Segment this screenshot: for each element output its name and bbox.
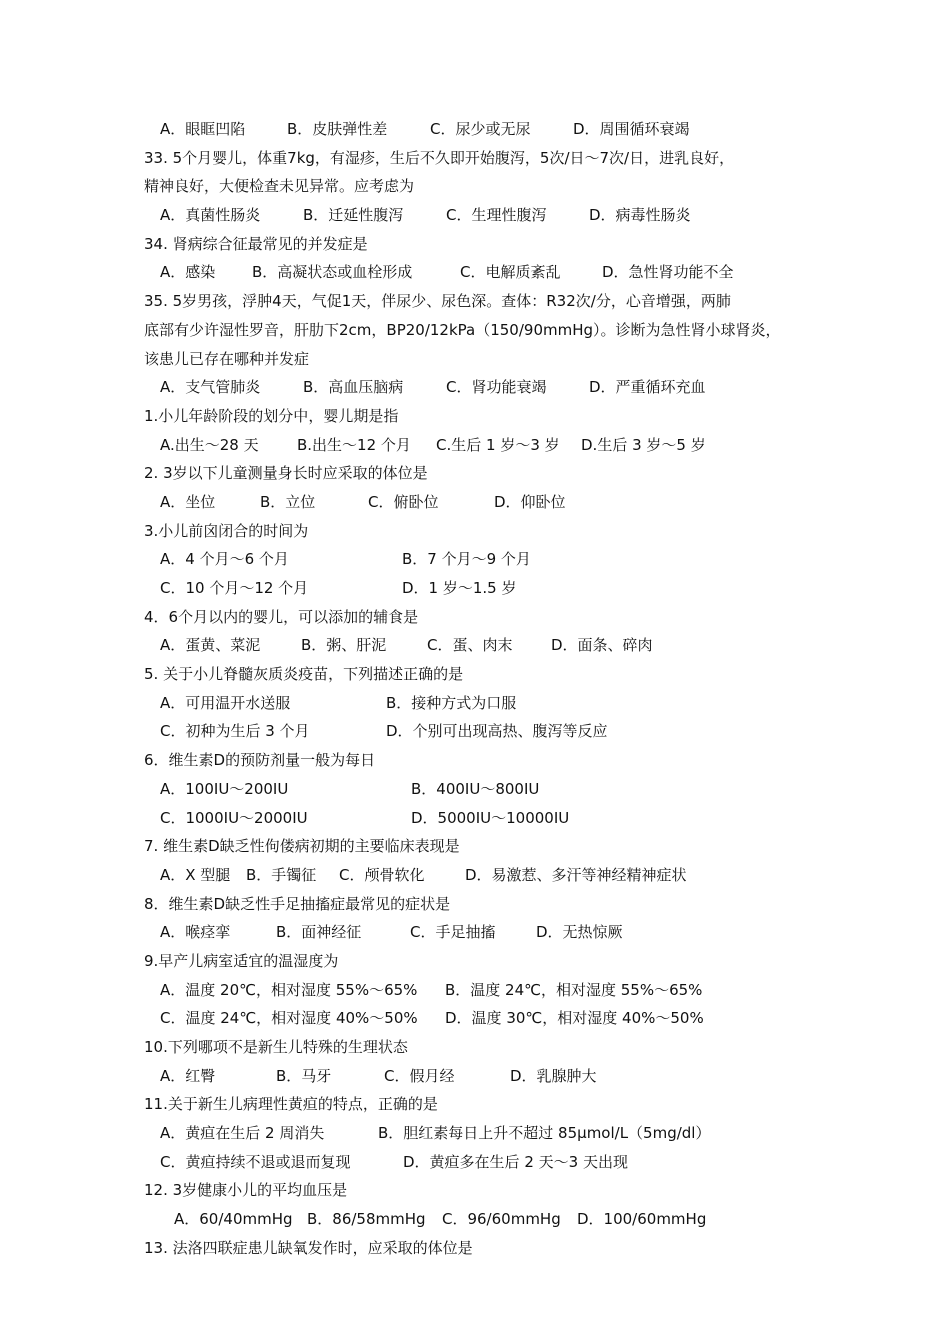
answer-options <box>160 375 834 404</box>
answer-option: D．面条、碎肉 <box>551 636 653 655</box>
answer-option: D．急性肾功能不全 <box>602 263 734 282</box>
answer-option: A．喉痉挛 <box>160 923 231 942</box>
question-text: 34. 肾病综合征最常见的并发症是 <box>144 234 368 253</box>
answer-option: D．周围循环衰竭 <box>573 120 690 138</box>
answer-option: C．俯卧位 <box>368 492 439 511</box>
question-text: 3.小儿前囟闭合的时间为 <box>144 521 309 540</box>
answer-option: A．X 型腿 <box>160 865 231 884</box>
question-text: 5. 关于小儿脊髓灰质炎疫苗，下列描述正确的是 <box>144 665 464 684</box>
answer-option: A．可用温开水送服 <box>160 693 291 712</box>
answer-options <box>160 547 834 576</box>
answer-option: B．迁延性腹泻 <box>303 206 404 225</box>
answer-option: C．初种为生后 3 个月 <box>160 722 310 741</box>
question-text: 12. 3岁健康小儿的平均血压是 <box>144 1181 348 1200</box>
answer-option: C．手足抽搐 <box>410 923 496 942</box>
answer-options <box>160 260 834 289</box>
answer-option: A．黄疸在生后 2 周消失 <box>160 1124 325 1143</box>
question-text: 1.小儿年龄阶段的划分中，婴儿期是指 <box>144 406 399 425</box>
question-text: 9.早产儿病室适宜的温湿度为 <box>144 951 339 970</box>
answer-option: A．真菌性肠炎 <box>160 206 261 225</box>
answer-options <box>160 117 834 146</box>
answer-option: D．黄疸多在生后 2 天～3 天出现 <box>403 1152 628 1171</box>
answer-option: A．4 个月～6 个月 <box>160 550 289 569</box>
answer-option: D．无热惊厥 <box>536 923 623 942</box>
answer-option: A．坐位 <box>160 492 216 511</box>
answer-option: D．乳腺肿大 <box>510 1066 597 1085</box>
answer-option: C．电解质紊乱 <box>460 263 561 282</box>
answer-option: B．温度 24℃，相对湿度 55%～65% <box>445 980 703 999</box>
answer-option: A．红臀 <box>160 1066 216 1085</box>
answer-options <box>160 691 834 720</box>
answer-options <box>160 1150 834 1179</box>
answer-options <box>160 490 834 519</box>
answer-option: B．7 个月～9 个月 <box>402 550 531 569</box>
question-list <box>144 117 834 1265</box>
question-text: 6．维生素D的预防剂量一般为每日 <box>144 751 376 770</box>
answer-option: D.生后 3 岁～5 岁 <box>581 435 706 454</box>
answer-option: C．假月经 <box>384 1066 455 1085</box>
question-text: 8．维生素D缺乏性手足抽搐症最常见的症状是 <box>144 894 451 913</box>
answer-option: C．1000IU～2000IU <box>160 808 308 827</box>
answer-option: D．100/60mmHg <box>577 1210 707 1229</box>
answer-option: B．立位 <box>260 492 316 511</box>
answer-option: B．粥、肝泥 <box>301 636 387 655</box>
question-text: 2. 3岁以下儿童测量身长时应采取的体位是 <box>144 464 428 483</box>
answer-option: C．96/60mmHg <box>442 1210 561 1229</box>
answer-option: B．手镯征 <box>246 865 317 884</box>
answer-options <box>160 978 834 1007</box>
answer-option: A．100IU～200IU <box>160 779 289 798</box>
answer-options <box>160 1006 834 1035</box>
answer-option: C．黄疸持续不退或退而复现 <box>160 1152 351 1171</box>
answer-option: D．仰卧位 <box>494 492 566 511</box>
question-text: 该患儿已存在哪种并发症 <box>144 349 310 368</box>
answer-option: C．肾功能衰竭 <box>446 378 547 397</box>
question-text: 7. 维生素D缺乏性佝偻病初期的主要临床表现是 <box>144 837 460 856</box>
answer-option: C．颅骨软化 <box>339 865 425 884</box>
answer-options <box>160 576 834 605</box>
question-text: 13. 法洛四联症患儿缺氧发作时，应采取的体位是 <box>144 1238 473 1257</box>
answer-option: A．60/40mmHg <box>174 1210 293 1229</box>
answer-option: B．高凝状态或血栓形成 <box>252 263 413 282</box>
answer-options <box>160 1064 834 1093</box>
answer-option: A．眼眶凹陷 <box>160 120 246 138</box>
answer-option: C．蛋、肉末 <box>427 636 513 655</box>
answer-options <box>174 1207 834 1236</box>
answer-option: D．严重循环充血 <box>589 378 706 397</box>
answer-options <box>160 1121 834 1150</box>
answer-options <box>160 777 834 806</box>
question-text: 35. 5岁男孩，浮肿4天，气促1天，伴尿少、尿色深。查体：R32次/分，心音增强，两肺 <box>144 292 731 311</box>
answer-option: A．蛋黄、菜泥 <box>160 636 261 655</box>
question-text: 4．6个月以内的婴儿，可以添加的辅食是 <box>144 607 419 626</box>
answer-options <box>160 633 834 662</box>
answer-option: C．生理性腹泻 <box>446 206 547 225</box>
answer-option: B．86/58mmHg <box>307 1210 426 1229</box>
answer-option: D．病毒性肠炎 <box>589 206 691 225</box>
answer-option: D．5000IU～10000IU <box>411 808 570 827</box>
answer-option: C．10 个月～12 个月 <box>160 579 309 597</box>
answer-option: B．面神经征 <box>276 923 362 942</box>
answer-option: C．温度 24℃，相对湿度 40%～50% <box>160 1009 418 1028</box>
answer-option: B．马牙 <box>276 1066 332 1085</box>
answer-options <box>160 203 834 232</box>
answer-option: B．400IU～800IU <box>411 779 540 798</box>
question-text: 11.关于新生儿病理性黄疸的特点，正确的是 <box>144 1095 438 1114</box>
answer-option: D．温度 30℃，相对湿度 40%～50% <box>445 1009 704 1028</box>
answer-option: C．尿少或无尿 <box>430 120 531 138</box>
answer-options <box>160 920 834 949</box>
answer-options <box>160 433 834 462</box>
answer-options <box>160 806 834 835</box>
answer-option: B.出生～12 个月 <box>297 435 411 454</box>
answer-option: B．高血压脑病 <box>303 378 404 397</box>
answer-option: B．接种方式为口服 <box>386 693 517 712</box>
question-text: 33. 5个月婴儿，体重7kg，有湿疹，生后不久即开始腹泻，5次/日～7次/日，进乳良好， <box>144 148 735 167</box>
question-text: 底部有少许湿性罗音，肝肋下2cm，BP20/12kPa（150/90mmHg）。诊断为急性肾小球肾炎， <box>144 320 781 339</box>
answer-option: A．支气管肺炎 <box>160 378 261 397</box>
answer-option: A．温度 20℃，相对湿度 55%～65% <box>160 980 418 999</box>
question-text: 精神良好，大便检查未见异常。应考虑为 <box>144 177 415 196</box>
answer-option: B．皮肤弹性差 <box>287 120 388 138</box>
question-text: 10.下列哪项不是新生儿特殊的生理状态 <box>144 1038 408 1056</box>
answer-options <box>160 863 834 892</box>
answer-option: D．个别可出现高热、腹泻等反应 <box>386 722 608 741</box>
answer-option: A．感染 <box>160 263 216 282</box>
answer-options <box>160 719 834 748</box>
answer-option: D．1 岁～1.5 岁 <box>402 579 517 597</box>
answer-option: C.生后 1 岁～3 岁 <box>436 435 560 454</box>
answer-option: D．易激惹、多汗等神经精神症状 <box>465 865 687 884</box>
answer-option: A.出生～28 天 <box>160 435 259 454</box>
answer-option: B．胆红素每日上升不超过 85μmol/L（5mg/dl） <box>378 1124 711 1143</box>
